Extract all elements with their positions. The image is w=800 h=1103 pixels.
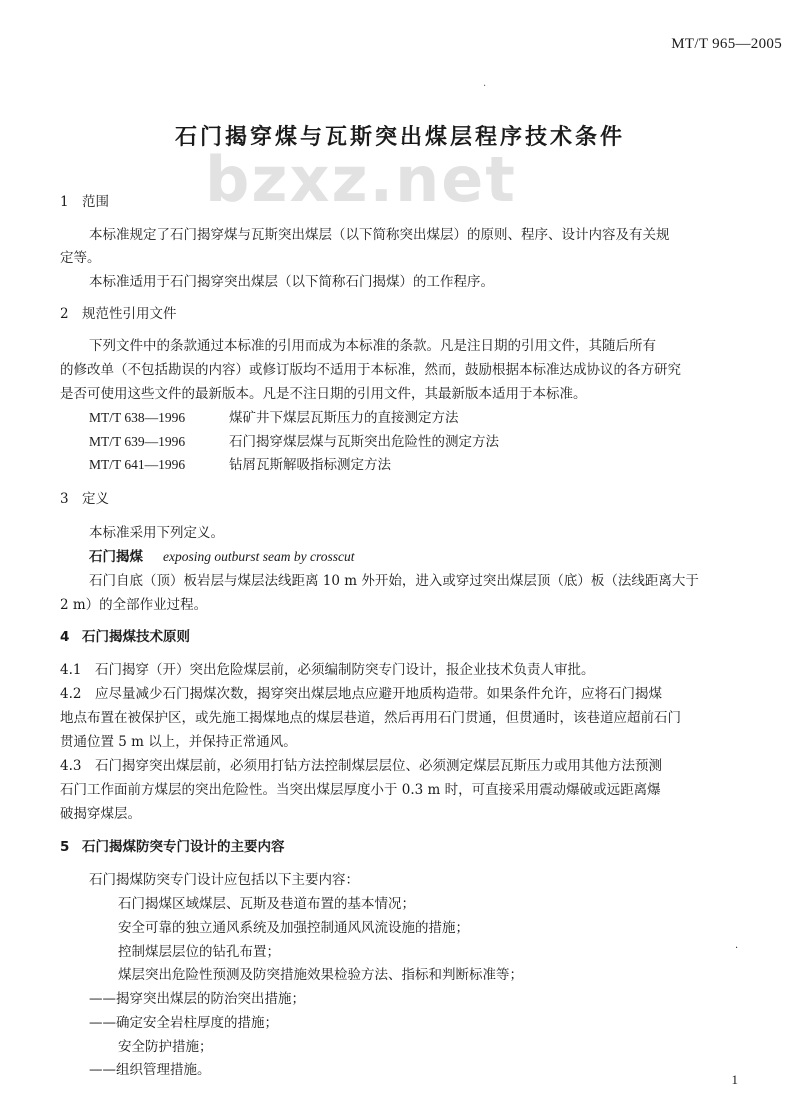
- section-1-heading: [60, 190, 109, 210]
- list-item: 石门揭煤区域煤层、瓦斯及巷道布置的基本情况；: [118, 896, 415, 912]
- section-number: 4: [60, 629, 70, 645]
- section-number: 3: [60, 491, 69, 507]
- section-2-heading: [60, 302, 177, 322]
- list-item: ——确定安全岩柱厚度的措施；: [89, 1015, 278, 1031]
- term-chinese: 石门揭煤: [89, 549, 143, 565]
- paragraph-line: 本标准适用于石门揭穿突出煤层（以下简称石门揭煤）的工作程序。: [89, 274, 494, 290]
- list-item: ——揭穿突出煤层的防治突出措施；: [89, 991, 305, 1007]
- clause-4-3-line: 破揭穿煤层。: [60, 806, 141, 822]
- reference-item: [89, 406, 459, 426]
- reference-item: [89, 430, 499, 450]
- paragraph-line: 本标准采用下列定义。: [89, 525, 224, 541]
- reference-code: MT/T 638—1996: [89, 410, 186, 425]
- clause-4-2-line: 贯通位置 5 m 以上，并保持正常通风。: [60, 734, 297, 750]
- reference-title: 煤矿井下煤层瓦斯压力的直接测定方法: [229, 410, 459, 426]
- paragraph-line: 下列文件中的条款通过本标准的引用而成为本标准的条款。凡是注日期的引用文件，其随后所有: [89, 338, 656, 354]
- section-title: 石门揭煤防突专门设计的主要内容: [82, 839, 285, 855]
- reference-title: 钻屑瓦斯解吸指标测定方法: [229, 457, 391, 473]
- paragraph-line: 本标准规定了石门揭穿煤与瓦斯突出煤层（以下简称突出煤层）的原则、程序、设计内容及有关规: [89, 227, 670, 243]
- clause-4-3: 4.3 石门揭穿突出煤层前，必须用打钻方法控制煤层层位、必须测定煤层瓦斯压力或用其他方法预测: [60, 758, 662, 774]
- list-intro: 石门揭煤防突专门设计应包括以下主要内容：: [89, 872, 359, 888]
- clause-4-2: 4.2 应尽量减少石门揭煤次数，揭穿突出煤层地点应避开地质构造带。如果条件允许，应将石门揭煤: [60, 686, 662, 702]
- section-number: 2: [60, 306, 69, 322]
- clause-4-2-line: 地点布置在被保护区，或先施工揭煤地点的煤层巷道，然后再用石门贯通，但贯通时，该巷道应超前石门: [60, 710, 681, 726]
- term-english: exposing outburst seam by crosscut: [163, 549, 355, 564]
- definition-line: 2 m）的全部作业过程。: [60, 597, 208, 613]
- reference-item: [89, 453, 391, 473]
- document-title: 石门揭穿煤与瓦斯突出煤层程序技术条件: [174, 125, 625, 150]
- clause-4-1: 4.1 石门揭穿（开）突出危险煤层前，必须编制防突专门设计，报企业技术负责人审批。: [60, 662, 595, 678]
- section-3-heading: [60, 487, 109, 507]
- section-number: 5: [60, 839, 70, 855]
- reference-code: MT/T 639—1996: [89, 434, 186, 449]
- list-item: 安全可靠的独立通风系统及加强控制通风风流设施的措施；: [118, 920, 469, 936]
- section-title: 定义: [82, 491, 109, 507]
- document-number: MT/T 965—2005: [671, 36, 782, 52]
- list-item: ——组织管理措施。: [89, 1062, 211, 1078]
- section-number: 1: [60, 194, 69, 210]
- scan-speck: .: [483, 78, 487, 89]
- section-title: 石门揭煤技术原则: [82, 629, 190, 645]
- clause-4-3-line: 石门工作面前方煤层的突出危险性。当突出煤层厚度小于 0.3 m 时，可直接采用震动爆破或远距离爆: [60, 782, 661, 798]
- reference-code: MT/T 641—1996: [89, 457, 186, 472]
- section-title: 范围: [82, 194, 109, 210]
- reference-title: 石门揭穿煤层煤与瓦斯突出危险性的测定方法: [229, 434, 499, 450]
- list-item: 控制煤层层位的钻孔布置；: [118, 944, 280, 960]
- list-item: 安全防护措施；: [118, 1039, 213, 1055]
- list-item: 煤层突出危险性预测及防突措施效果检验方法、指标和判断标准等；: [118, 967, 523, 983]
- section-4-heading: [60, 625, 190, 645]
- page-number: 1: [731, 1072, 738, 1087]
- scan-speck: .: [735, 940, 739, 951]
- term-entry: [89, 545, 354, 565]
- paragraph-line: 定等。: [60, 250, 101, 266]
- definition-line: 石门自底（顶）板岩层与煤层法线距离 10 m 外开始，进入或穿过突出煤层顶（底）板（法线距离大于: [89, 573, 699, 589]
- paragraph-line: 是否可使用这些文件的最新版本。凡是不注日期的引用文件，其最新版本适用于本标准。: [60, 386, 587, 402]
- section-5-heading: [60, 835, 285, 855]
- watermark: bzxz.net: [205, 143, 517, 216]
- paragraph-line: 的修改单（不包括勘误的内容）或修订版均不适用于本标准，然而，鼓励根据本标准达成协议的各方研究: [60, 362, 681, 378]
- section-title: 规范性引用文件: [82, 306, 177, 322]
